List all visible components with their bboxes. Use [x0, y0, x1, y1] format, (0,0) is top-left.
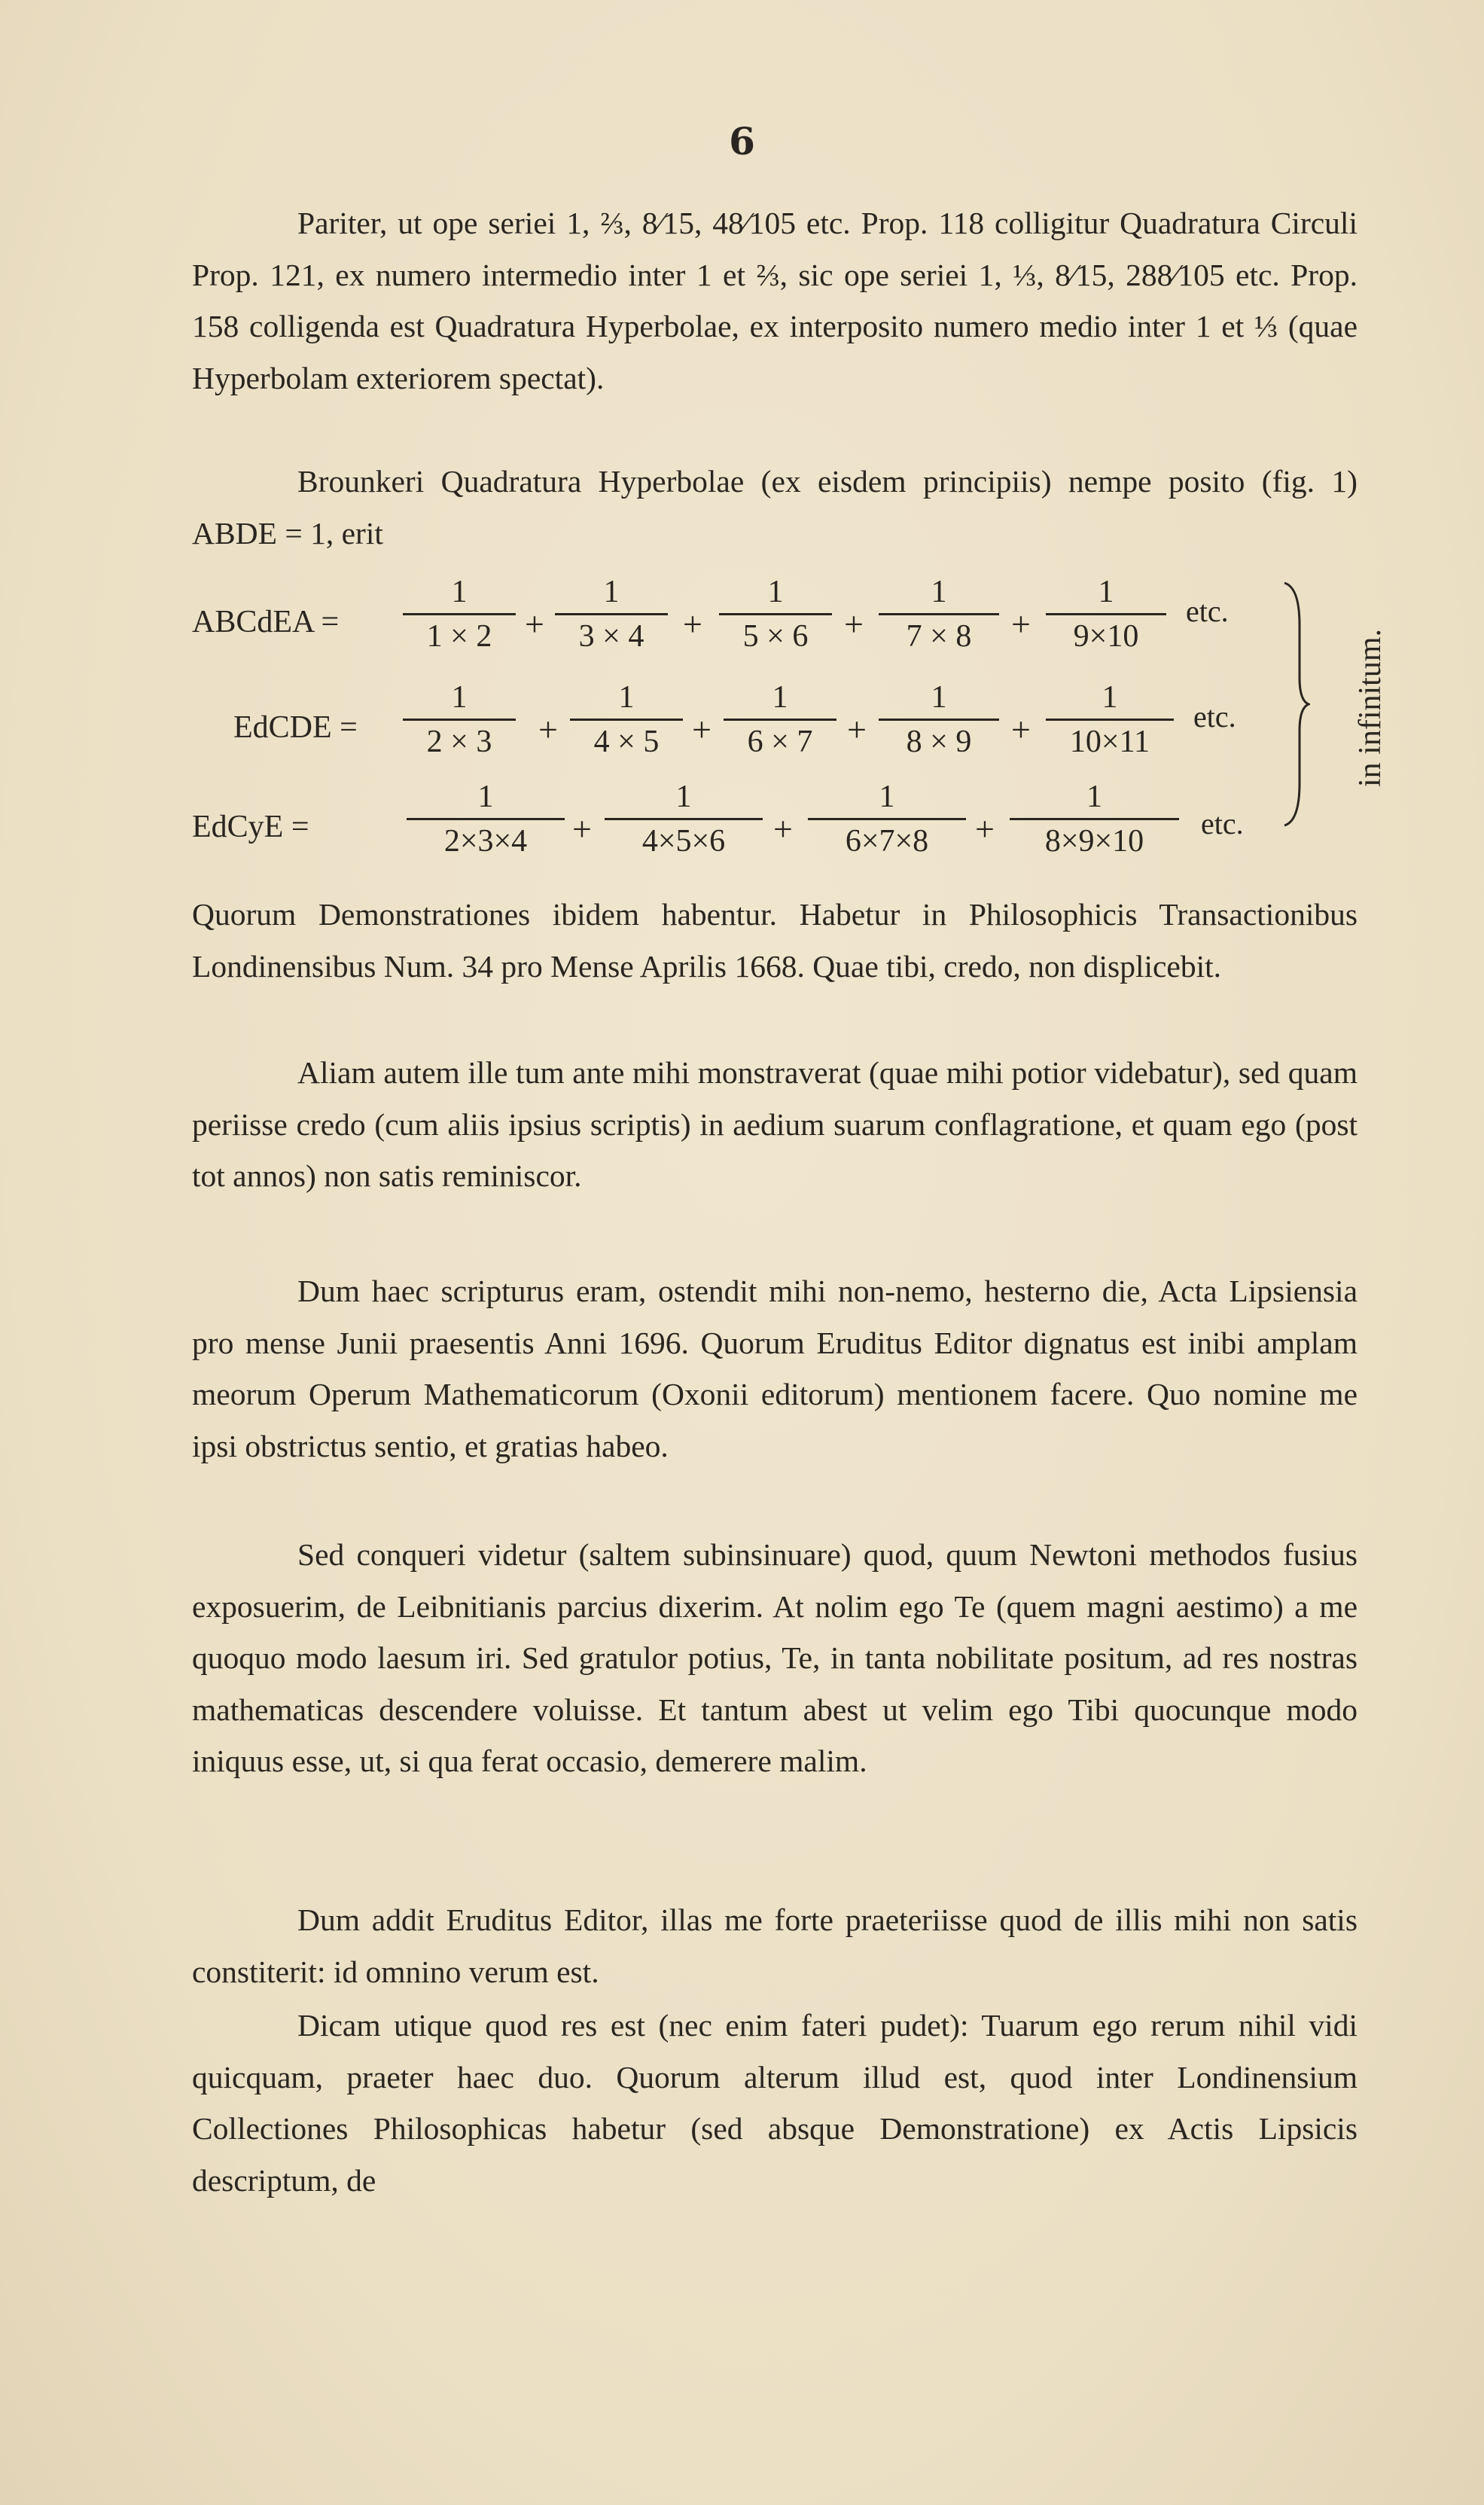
plus-sign: + — [683, 605, 702, 643]
paragraph-series: Pariter, ut ope seriei 1, ⅔, 8⁄15, 48⁄105 etc. Prop. 118 colligitur Quadratura Circuli Prop. 121, ex numero intermedio inter 1 et ⅔, sic ope seriei 1, ⅓, 8⁄15, 288⁄105 etc. Prop. 158 colligenda est Quadratura Hyperbolae, ex interposito numero medio inter 1 et ⅓ (quae Hyperbolam exteriorem spectat). — [192, 206, 1358, 395]
side-note-in-infinitum: in infinitum. — [1353, 629, 1388, 787]
etc-label: etc. — [1186, 594, 1229, 628]
fraction-term: 1 1 × 2 — [403, 571, 516, 658]
fraction-term: 1 4×5×6 — [605, 776, 763, 862]
paragraph-brounker: Brounkeri Quadratura Hyperbolae (ex eisdem principiis) nempe posito (fig. 1) ABDE = 1, erit — [192, 464, 1358, 551]
fraction-term: 1 4 × 5 — [570, 676, 683, 763]
formula-lhs: ABCdEA = — [192, 605, 340, 639]
fraction-term: 1 6 × 7 — [724, 676, 836, 763]
paragraph-demonstrationes: Quorum Demonstrationes ibidem habentur. Habetur in Philosophicis Transactionibus Londinensibus Num. 34 pro Mense Aprilis 1668. Quae tibi, credo, non displicebit. — [192, 897, 1358, 984]
formula-lhs: EdCDE = — [233, 710, 358, 745]
fraction-term: 1 8×9×10 — [1010, 776, 1179, 862]
fraction-term: 1 10×11 — [1046, 676, 1174, 763]
plus-sign: + — [1011, 605, 1031, 643]
paragraph-dum-haec: Dum haec scripturus eram, ostendit mihi non-nemo, hesterno die, Acta Lipsiensia pro mense Junii praesentis Anni 1696. Quorum Eruditus Editor dignatus est inibi amplam meorum Operum Mathematicorum (Oxonii editorum) mentionem facere. Quo nomine me ipsi obstrictus sentio, et gratias habeo. — [192, 1274, 1358, 1463]
plus-sign: + — [525, 605, 544, 643]
fraction-term: 1 9×10 — [1046, 571, 1166, 658]
fraction-term: 1 7 × 8 — [879, 571, 999, 658]
plus-sign: + — [773, 810, 793, 848]
plus-sign: + — [844, 605, 864, 643]
fraction-term: 1 2×3×4 — [407, 776, 565, 862]
formula-abcdea — [192, 571, 1291, 676]
plus-sign: + — [692, 710, 712, 749]
plus-sign: + — [538, 710, 558, 749]
fraction-term: 1 3 × 4 — [555, 571, 668, 658]
fraction-term: 1 6×7×8 — [808, 776, 966, 862]
paragraph-sed-conqueri: Sed conqueri videtur (saltem subinsinuare) quod, quum Newtoni methodos fusius exposuerim, de Leibnitianis parcius dixerim. At nolim ego Te (quem magni aestimo) a me quoquo modo laesum iri. Sed gratulor potius, Te, in tanta nobilitate positum, ad res nostras mathematicas descendere voluisse. Et tantum abest ut velim ego Tibi quocunque modo iniquus esse, ut, si qua ferat occasio, demerere malim. — [192, 1537, 1358, 1778]
formula-edcde — [192, 676, 1291, 782]
paragraph-dum-addit: Dum addit Eruditus Editor, illas me forte praeteriisse quod de illis mihi non satis constiterit: id omnino verum est. — [192, 1902, 1358, 1989]
plus-sign: + — [847, 710, 867, 749]
page-number: 6 — [729, 119, 755, 163]
etc-label: etc. — [1201, 807, 1244, 841]
right-brace — [1280, 580, 1310, 828]
plus-sign: + — [572, 810, 592, 848]
plus-sign: + — [1011, 710, 1031, 749]
formula-lhs: EdCyE = — [192, 810, 309, 844]
paragraph-dicam: Dicam utique quod res est (nec enim fateri pudet): Tuarum ego rerum nihil vidi quicquam, praeter haec duo. Quorum alterum illud est, quod inter Londinensium Collectiones Philosophicas habetur (sed absque Demonstratione) ex Actis Lipsicis descriptum, de — [192, 2008, 1358, 2198]
paragraph-aliam: Aliam autem ille tum ante mihi monstraverat (quae mihi potior videbatur), sed quam periisse credo (cum aliis ipsius scriptis) in aedium suarum conflagratione, et quam ego (post tot annos) non satis reminiscor. — [192, 1055, 1358, 1193]
etc-label: etc. — [1193, 700, 1236, 734]
formula-edcye — [192, 776, 1291, 881]
fraction-term: 1 2 × 3 — [403, 676, 516, 763]
fraction-term: 1 8 × 9 — [879, 676, 999, 763]
fraction-term: 1 5 × 6 — [719, 571, 832, 658]
plus-sign: + — [975, 810, 995, 848]
